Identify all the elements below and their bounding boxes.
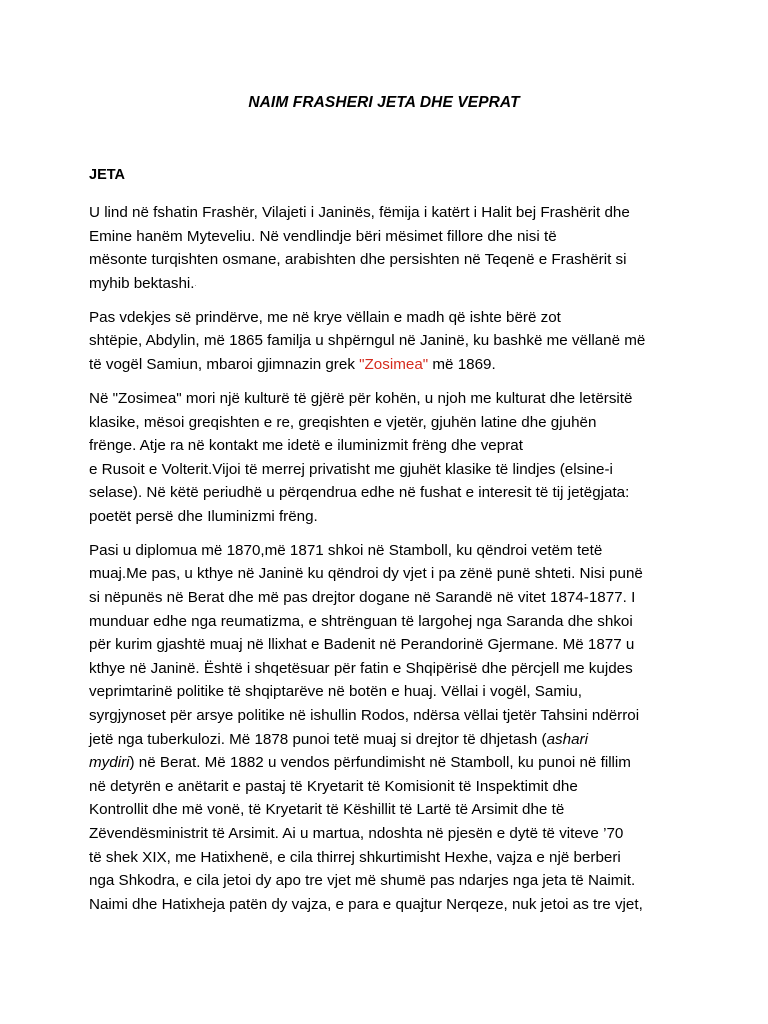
text-line: të shek XIX, me Hatixhenë, e cila thirrej shkurtimisht Hexhe, vajza e një berberi [89,848,621,866]
paragraph-1 [89,201,689,295]
text-line: Emine hanëm Myteveliu. Në vendlindje bëri mësimet fillore dhe nisi të [89,227,557,245]
text-line: Zëvendësministrit të Arsimit. Ai u martua, ndoshta në pjesën e dytë të viteve ’70 [89,825,624,843]
text-line: për kurim gjashtë muaj në llixhat e Badenit në Perandorinë Gjermane. Më 1877 u [89,636,635,654]
text-segment: jetë nga tuberkulozi. Më 1878 punoi tetë muaj si drejtor të dhjetash ( [89,730,547,748]
text-line: nga Shkodra, e cila jetoi dy apo tre vjet më shumë pas ndarjes nga jeta të Naimit. [89,872,636,890]
text-line [89,353,689,377]
document-title: NAIM FRASHERI JETA DHE VEPRAT [248,94,520,111]
italic-term-ashari: ashari [546,730,588,748]
text-line: Pas vdekjes së prindërve, me në krye vëllain e madh që ishte bërë zot [89,308,561,326]
zosimea-link[interactable]: "Zosimea" [359,355,429,373]
paragraph-2 [89,306,689,377]
text-line: selase). Në këtë periudhë u përqendrua edhe në fushat e interesit të tij jetëgjata: [89,484,630,502]
paragraph-3 [89,387,689,529]
text-segment: ) në Berat. Më 1882 u vendos përfundimisht në Stamboll, ku punoi në fillim [129,754,631,772]
text-line: Pasi u diplomua më 1870,më 1871 shkoi në Stamboll, ku qëndroi vetëm tetë [89,541,603,559]
text-line: Në "Zosimea" mori një kulturë të gjërë për kohën, u njoh me kulturat dhe letërsitë [89,389,633,407]
text-line: në detyrën e anëtarit e pastaj të Kryetarit të Komisionit të Inspektimit dhe [89,777,578,795]
text-line: mësonte turqishten osmane, arabishten dhe persishten në Teqenë e Frashërit si [89,251,627,269]
text-line: syrgjynoset për arsye politike në ishullin Rodos, ndërsa vëllai tjetër Tahsini ndërroi [89,707,640,725]
text-line: frënge. Atje ra në kontakt me idetë e iluminizmit frëng dhe veprat [89,437,523,455]
text-line: poetët persë dhe Iluminizmi frëng. [89,507,318,525]
paragraph-4 [89,539,689,917]
text-line: U lind në fshatin Frashër, Vilajeti i Janinës, fëmija i katërt i Halit bej Frashërit dhe [89,204,630,221]
text-segment: më 1869. [428,355,496,373]
text-line [89,751,689,775]
text-line: e Rusoit e Volterit.Vijoi të merrej privatisht me gjuhët klasike të lindjes (elsine-i [89,460,613,478]
document-body [89,201,689,927]
footnote-mark: . [194,278,197,288]
italic-term-mydiri: mydiri [89,754,130,772]
text-line: munduar edhe nga reumatizma, e shtrënguan të largohej nga Saranda dhe shkoi [89,612,633,630]
text-line: veprimtarinë politike të shqiptarëve në botën e huaj. Vëllai i vogël, Samiu, [89,683,583,701]
text-line: shtëpie, Abdylin, më 1865 familja u shpërngul në Janinë, ku bashkë me vëllanë më [89,332,646,350]
text-line: Kontrollit dhe më vonë, të Kryetarit të Këshillit të Lartë të Arsimit dhe të [89,801,565,819]
text-line: Naimi dhe Hatixheja patën dy vajza, e para e quajtur Nerqeze, nuk jetoi as tre vjet, [89,895,643,913]
section-heading-jeta: JETA [89,167,125,183]
text-line [89,728,689,752]
text-line-content: myhib bektashi. [89,274,195,292]
text-line [89,272,689,296]
text-line: si nëpunës në Berat dhe më pas drejtor dogane në Sarandë në vitet 1874-1877. I [89,589,636,607]
text-line: klasike, mësoi greqishten e re, greqishten e vjetër, gjuhën latine dhe gjuhën [89,413,597,431]
text-segment: të vogël Samiun, mbaroi gjimnazin grek [89,355,360,373]
text-line: kthye në Janinë. Është i shqetësuar për fatin e Shqipërisë dhe përcjell me kujdes [89,659,633,677]
text-line: muaj.Me pas, u kthye në Janinë ku qëndroi dy vjet i pa zënë punë shteti. Nisi punë [89,565,643,583]
